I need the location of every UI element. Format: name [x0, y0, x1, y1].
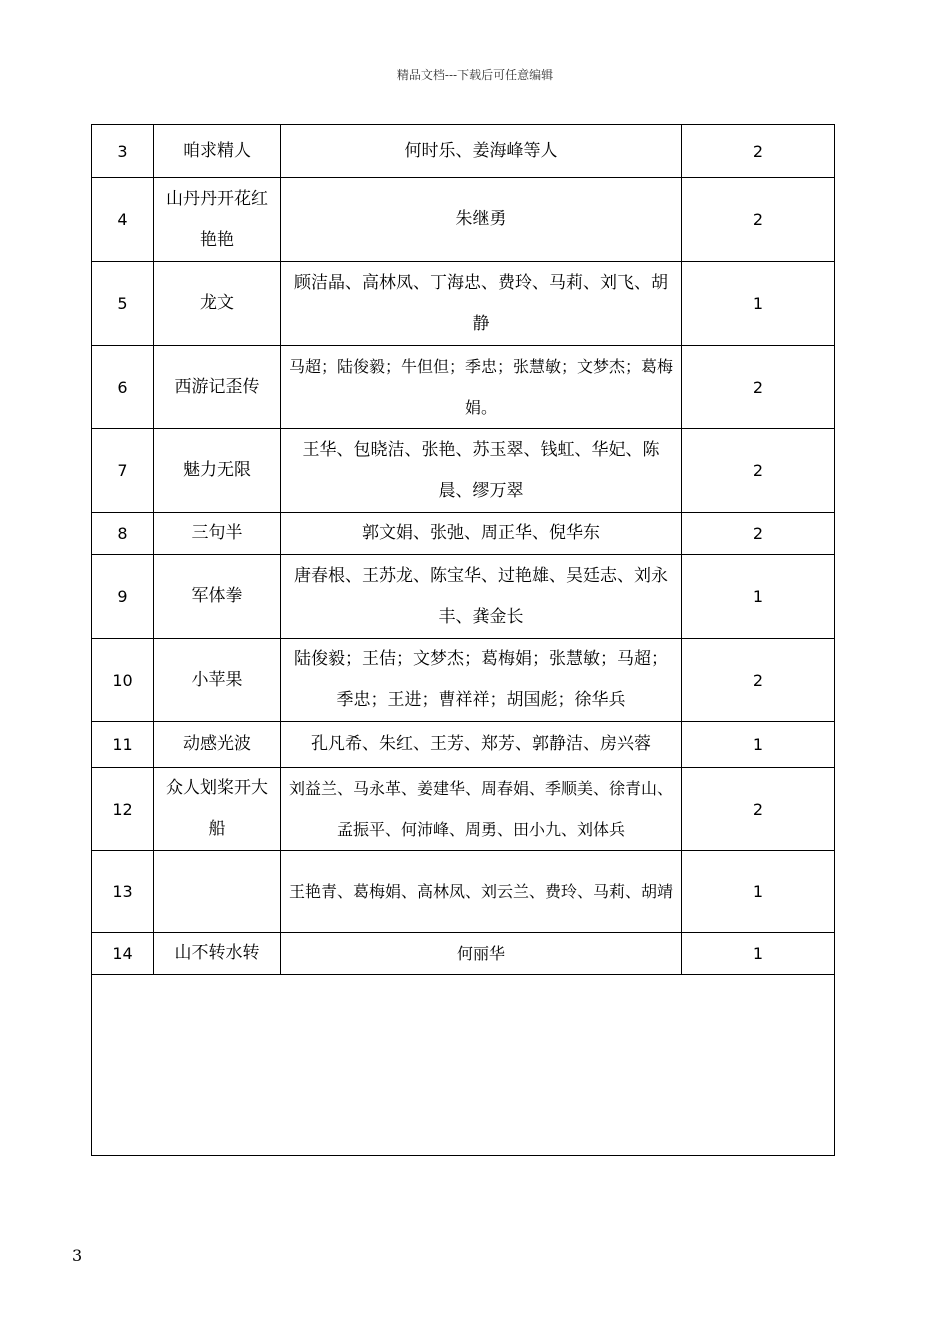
program-name: 西游记歪传 — [154, 346, 281, 429]
table-row — [92, 639, 835, 722]
row-number: 4 — [92, 178, 154, 262]
table-row — [92, 178, 835, 262]
table-row — [92, 851, 835, 933]
program-name: 龙文 — [154, 262, 281, 346]
program-name: 山不转水转 — [154, 933, 281, 975]
page-header: 精品文档---下载后可任意编辑 — [396, 68, 554, 82]
page-number: 3 — [72, 1246, 83, 1265]
row-number: 14 — [92, 933, 154, 975]
table-row — [92, 933, 835, 975]
program-name: 军体拳 — [154, 555, 281, 639]
row-number: 8 — [92, 513, 154, 555]
row-number: 13 — [92, 851, 154, 933]
performers: 朱继勇 — [281, 178, 682, 262]
program-count: 1 — [682, 262, 835, 346]
row-number: 6 — [92, 346, 154, 429]
table-row — [92, 125, 835, 178]
program-count: 2 — [682, 768, 835, 851]
row-number: 9 — [92, 555, 154, 639]
program-count: 2 — [682, 513, 835, 555]
row-number: 7 — [92, 429, 154, 513]
performers: 马超；陆俊毅；牛但但；季忠；张慧敏；文梦杰；葛梅娟。 — [281, 346, 682, 429]
program-count: 2 — [682, 429, 835, 513]
performers: 王华、包晓洁、张艳、苏玉翠、钱虹、华妃、陈晨、缪万翠 — [281, 429, 682, 513]
table-row — [92, 346, 835, 429]
performers: 何丽华 — [281, 933, 682, 975]
program-count: 2 — [682, 639, 835, 722]
row-number: 12 — [92, 768, 154, 851]
program-table — [91, 124, 835, 1156]
table-row — [92, 722, 835, 768]
performers: 郭文娟、张弛、周正华、倪华东 — [281, 513, 682, 555]
row-number: 10 — [92, 639, 154, 722]
row-number: 5 — [92, 262, 154, 346]
performers: 陆俊毅；王佶；文梦杰；葛梅娟；张慧敏；马超；季忠；王进；曹祥祥；胡国彪；徐华兵 — [281, 639, 682, 722]
program-name: 山丹丹开花红艳艳 — [154, 178, 281, 262]
table-row — [92, 513, 835, 555]
performers: 唐春根、王苏龙、陈宝华、过艳雄、吴廷志、刘永丰、龚金长 — [281, 555, 682, 639]
blank-cell — [92, 975, 835, 1156]
performers: 顾洁晶、高林凤、丁海忠、费玲、马莉、刘飞、胡静 — [281, 262, 682, 346]
performers: 何时乐、姜海峰等人 — [281, 125, 682, 178]
program-count: 2 — [682, 125, 835, 178]
program-count: 1 — [682, 851, 835, 933]
table-row — [92, 262, 835, 346]
table-row — [92, 768, 835, 851]
blank-row — [92, 975, 835, 1156]
program-name: 小苹果 — [154, 639, 281, 722]
program-name: 咱求精人 — [154, 125, 281, 178]
table-row — [92, 555, 835, 639]
row-number: 3 — [92, 125, 154, 178]
program-count: 1 — [682, 555, 835, 639]
program-name — [154, 851, 281, 933]
performers: 刘益兰、马永革、姜建华、周春娟、季顺美、徐青山、孟振平、何沛峰、周勇、田小九、刘体兵 — [281, 768, 682, 851]
program-count: 2 — [682, 178, 835, 262]
program-count: 1 — [682, 722, 835, 768]
program-count: 2 — [682, 346, 835, 429]
program-name: 三句半 — [154, 513, 281, 555]
table-row — [92, 429, 835, 513]
performers: 王艳青、葛梅娟、高林凤、刘云兰、费玲、马莉、胡靖 — [281, 851, 682, 933]
row-number: 11 — [92, 722, 154, 768]
program-name: 众人划桨开大船 — [154, 768, 281, 851]
performers: 孔凡希、朱红、王芳、郑芳、郭静洁、房兴蓉 — [281, 722, 682, 768]
program-name: 动感光波 — [154, 722, 281, 768]
program-count: 1 — [682, 933, 835, 975]
program-name: 魅力无限 — [154, 429, 281, 513]
